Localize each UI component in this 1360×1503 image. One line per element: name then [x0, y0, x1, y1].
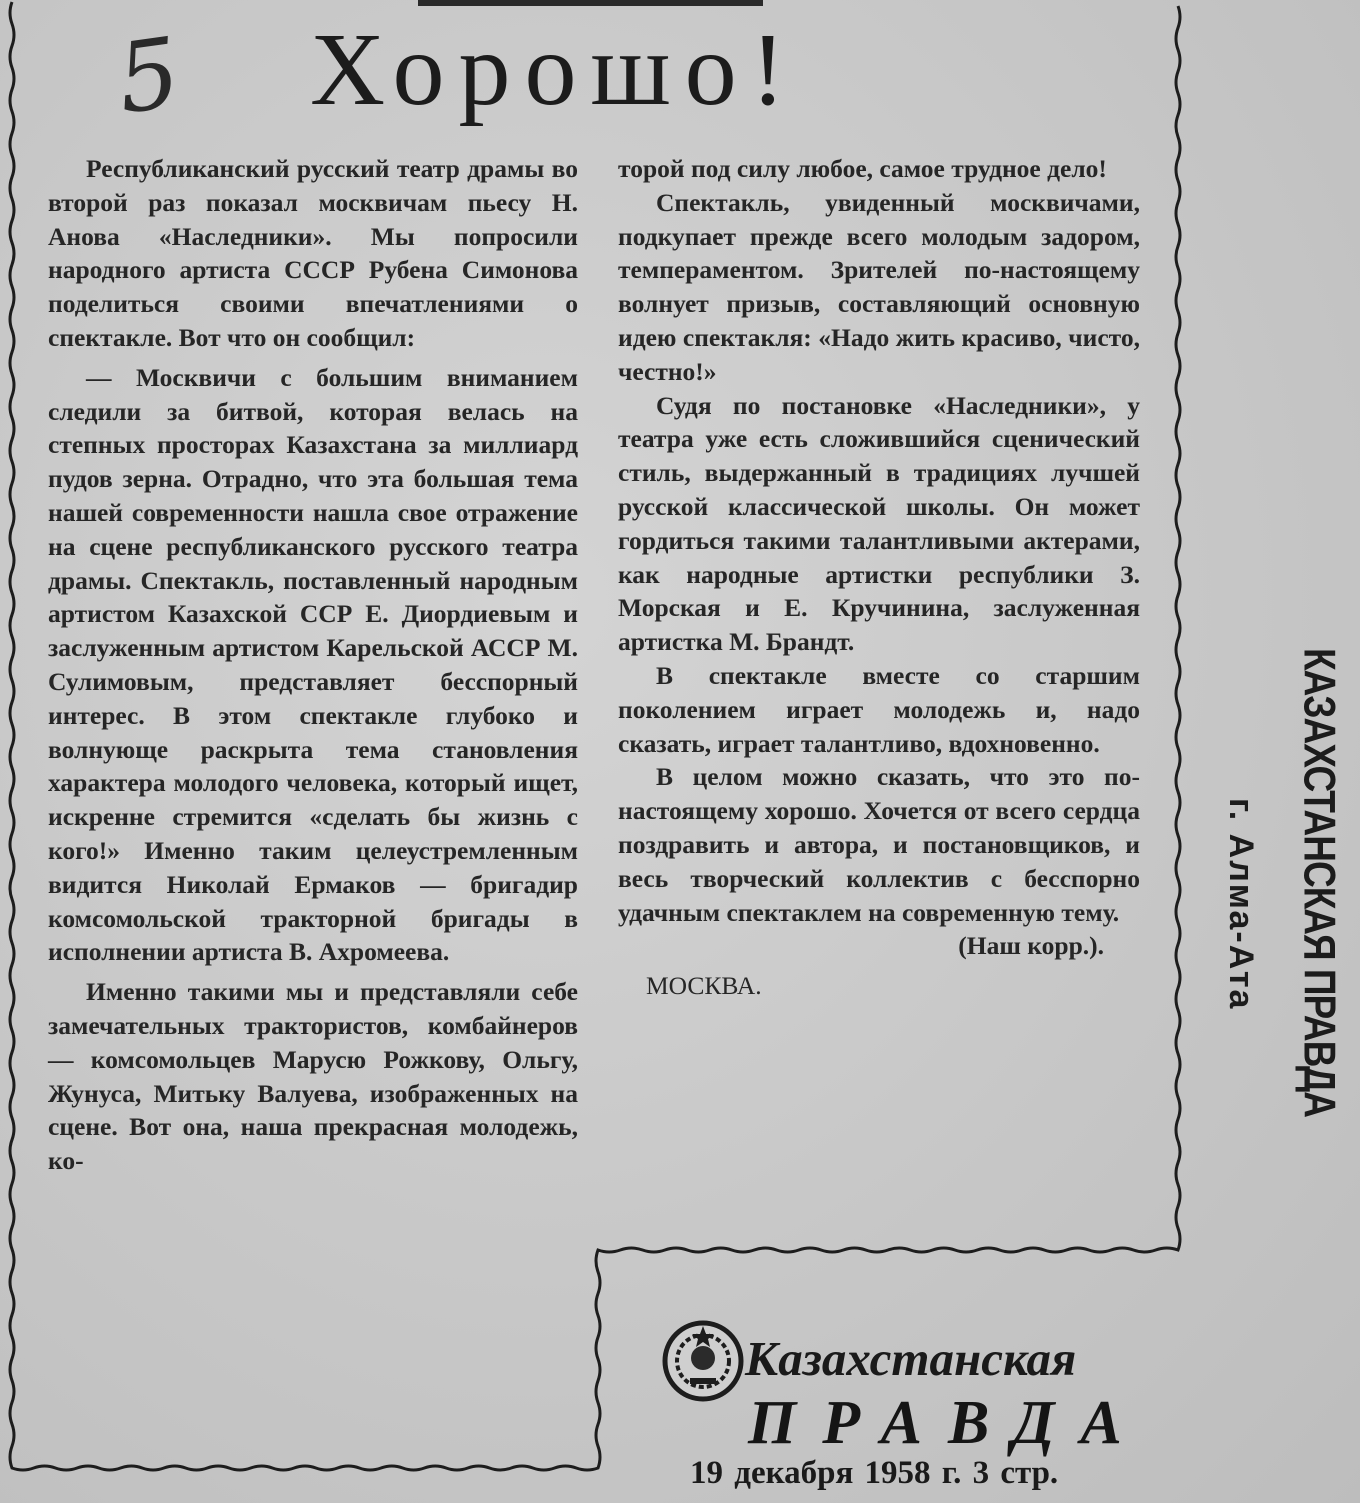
dateline-city: МОСКВА.: [646, 971, 762, 1001]
paragraph: Спектакль, увиденный москвичами, подкупает прежде всего молодым задором, темпераментом. Зрителей по-настоящему волнует призыв, составляющий основную идею спектакля: «Надо жить красиво, чисто, честно!»: [618, 187, 1140, 386]
article-column-2: [618, 152, 1140, 1003]
paragraph-continuation: торой под силу любое, самое трудное дело!: [618, 154, 1107, 183]
handwritten-mark: 5: [110, 16, 187, 136]
article-headline: Хорошо!: [310, 12, 800, 127]
article-column-1: [48, 152, 578, 1178]
paragraph: — Москвичи с большим вниманием следили за битвой, которая велась на степных просторах Казахстана за миллиард пудов зерна. Отрадно, что эта большая тема нашей современности нашла свое отражение на сцене республиканского русского театра драмы. Спектакль, поставленный народным артистом Казахской ССР Е. Диордиевым и заслуженным артистом Карельской АССР М. Сулимовым, представляет бесспорный интерес. В этом спектакле глубоко и волнующе раскрыта тема становления характера молодого человека, который ищет, искренне стремится «сделать бы жизнь с кого!» Именно таким целеустремленным видится Николай Ермаков — бригадир комсомольской тракторной бригады в исполнении артиста В. Ахромеева.: [48, 362, 578, 967]
side-city-label: г. Алма-Ата: [1222, 798, 1260, 1011]
paragraph: В целом можно сказать, что это по-настоящему хорошо. Хочется от всего сердца поздравить и автора, и постановщиков, и весь творческий коллектив с бесспорно удачным спектаклем на современную тему.: [618, 762, 1140, 927]
byline: (Наш корр.).: [958, 931, 1104, 961]
paragraph: В спектакле вместе со старшим поколением играет молодежь и, надо сказать, играет талантливо, вдохновенно.: [618, 660, 1140, 758]
paragraph: Республиканский русский театр драмы во второй раз показал москвичам пьесу Н. Анова «Наследники». Мы попросили народного артиста СССР Рубена Симонова поделиться своими впечатлениями о спектакле. Вот что он сообщил:: [48, 154, 578, 352]
paragraph: Судя по постановке «Наследники», у театра уже есть сложившийся сценический стиль, выдержанный в традициях лучшей русской классической школы. Он может гордиться такими талантливыми актерами, как народные артистки республики З. Морская и Е. Кручинина, заслуженная артистка М. Брандт.: [618, 390, 1140, 657]
paragraph: Именно такими мы и представляли себе замечательных трактористов, комбайнеров — комсомольцев Марусю Рожкову, Ольгу, Жунуса, Митьку Валуева, изображенных на сцене. Вот она, наша прекрасная молодежь, ко-: [48, 977, 578, 1176]
issue-date: 19 декабря 1958 г. 3 стр.: [690, 1455, 1059, 1491]
masthead-subtitle: ПРАВДА: [748, 1389, 1148, 1457]
state-emblem-icon: [660, 1318, 746, 1404]
masthead-title: Казахстанская: [745, 1331, 1077, 1386]
side-newspaper-label: КАЗАХСТАНСКАЯ ПРАВДА: [1294, 648, 1344, 1117]
